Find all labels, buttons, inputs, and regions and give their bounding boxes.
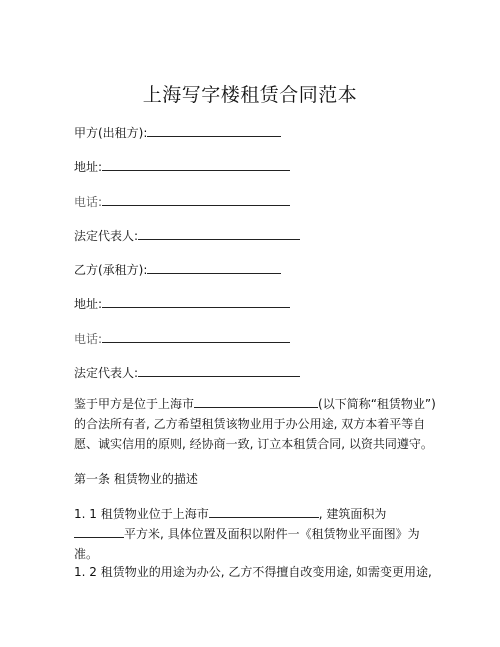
clause-1-1-text-a: 租赁物业位于上海市 xyxy=(100,507,209,521)
lessor-label: 甲方(出租方): xyxy=(74,126,148,140)
lessor-representative-label: 法定代表人: xyxy=(74,229,139,243)
lessee-blank[interactable] xyxy=(147,261,281,274)
lessee-field xyxy=(74,261,281,278)
lessee-representative-field xyxy=(74,364,300,381)
lessee-phone-field xyxy=(74,330,290,347)
lessor-address-blank[interactable] xyxy=(102,158,290,171)
lessee-address-label: 地址: xyxy=(74,297,103,311)
document-title: 上海写字楼租赁合同范本 xyxy=(142,84,358,106)
preamble-text-1: 鉴于甲方是位于上海市 xyxy=(74,397,195,411)
clause-1-1 xyxy=(74,504,436,564)
lessor-address-label: 地址: xyxy=(74,160,103,174)
clause-1-1-text-b: , 建筑面积为 xyxy=(318,507,387,521)
property-location-blank[interactable] xyxy=(194,395,318,408)
clause-1-1-area-blank[interactable] xyxy=(74,525,124,538)
clause-1-2-text: 租赁物业的用途为办公, 乙方不得擅自改变用途, 如需变更用途, xyxy=(100,565,432,579)
lessor-phone-field xyxy=(74,193,290,210)
lessor-representative-blank[interactable] xyxy=(138,227,300,240)
lessee-phone-blank[interactable] xyxy=(102,330,290,343)
lessor-phone-label: 电话: xyxy=(74,195,103,209)
lessor-representative-field xyxy=(74,227,300,244)
clause-1-1-text-c: 平方米, 具体位置及面积以附件一《租赁物业平面图》为准。 xyxy=(74,527,420,561)
lessor-address-field xyxy=(74,158,290,175)
clause-1-1-number: 1. 1 xyxy=(74,507,97,521)
preamble-paragraph xyxy=(74,394,436,454)
lessor-phone-blank[interactable] xyxy=(102,193,290,206)
lessee-representative-label: 法定代表人: xyxy=(74,366,139,380)
clause-1-2 xyxy=(74,564,432,580)
clause-1-1-location-blank[interactable] xyxy=(209,505,319,518)
lessee-representative-blank[interactable] xyxy=(138,364,300,377)
clause-1-2-number: 1. 2 xyxy=(74,565,97,579)
lessor-field xyxy=(74,124,281,141)
lessee-label: 乙方(承租方): xyxy=(74,263,148,277)
lessee-address-field xyxy=(74,295,290,312)
lessee-address-blank[interactable] xyxy=(102,295,290,308)
preamble-text-2: (以下简称“租赁物业”)的合法所有者, 乙方希望租赁该物业用于办公用途, 双方本着平等自愿、诚实信用的原则, 经协商一致, 订立本租赁合同, 以资共同遵守。 xyxy=(74,397,436,451)
article-1-heading: 第一条 租赁物业的描述 xyxy=(74,472,198,486)
lessee-phone-label: 电话: xyxy=(74,332,103,346)
lessor-blank[interactable] xyxy=(147,124,281,137)
